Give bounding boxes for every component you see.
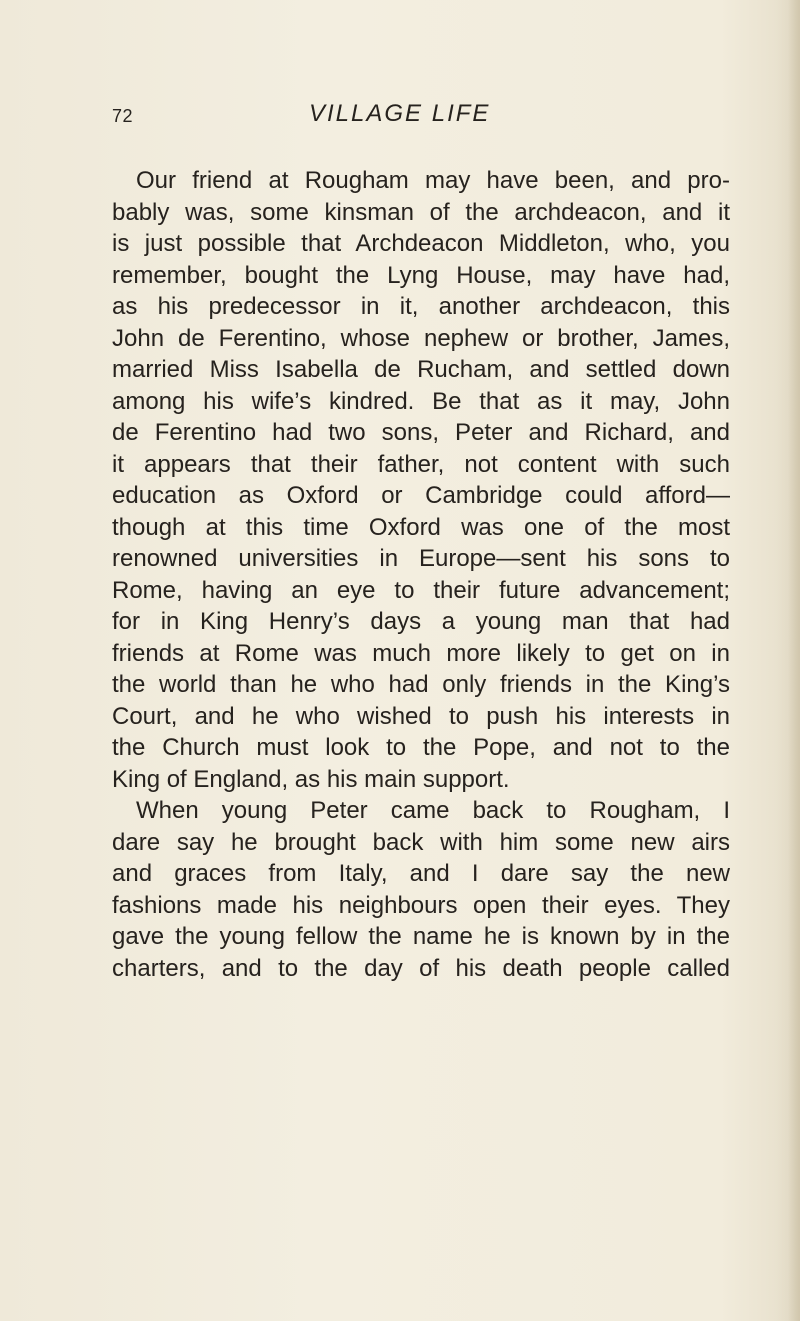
page-header xyxy=(0,94,800,134)
text-line: though at this time Oxford was one of the most xyxy=(112,513,730,541)
text-line: for in King Henry’s days a young man that had xyxy=(112,608,730,635)
text-line: remember, bought the Lyng House, may have had, xyxy=(112,261,730,289)
page-number: 72 xyxy=(112,106,134,126)
text-line: fashions made his neighbours open their eyes. They xyxy=(112,891,730,919)
body-text xyxy=(112,165,730,984)
text-line: de Ferentino had two sons, Peter and Richard, and xyxy=(112,419,730,446)
text-line: education as Oxford or Cambridge could afford— xyxy=(112,482,730,509)
text-line: renowned universities in Europe—sent his sons to xyxy=(112,545,730,572)
text-line: Rome, having an eye to their future advancement; xyxy=(112,576,730,604)
text-line: friends at Rome was much more likely to get on in xyxy=(112,639,730,667)
text-line: and graces from Italy, and I dare say the new xyxy=(112,860,730,887)
text-line: Our friend at Rougham may have been, and pro- xyxy=(136,167,730,194)
text-line: among his wife’s kindred. Be that as it may, John xyxy=(112,387,730,415)
text-line: bably was, some kinsman of the archdeacon, and it xyxy=(112,198,730,226)
text-line: King of England, as his main support. xyxy=(112,765,510,793)
text-line: dare say he brought back with him some new airs xyxy=(112,828,730,856)
text-line: as his predecessor in it, another archdeacon, this xyxy=(112,293,730,320)
text-line: the world than he who had only friends in the King’s xyxy=(112,671,730,698)
text-line: the Church must look to the Pope, and not to the xyxy=(112,734,730,761)
text-line: When young Peter came back to Rougham, I xyxy=(136,797,730,824)
text-line: is just possible that Archdeacon Middleton, who, you xyxy=(112,230,730,257)
page-edge-shadow xyxy=(788,0,800,1321)
text-line: married Miss Isabella de Rucham, and settled down xyxy=(112,356,730,383)
text-line: charters, and to the day of his death people called xyxy=(112,954,730,982)
text-line: gave the young fellow the name he is known by in the xyxy=(112,923,730,950)
text-line: it appears that their father, not content with such xyxy=(112,450,730,478)
text-line: Court, and he who wished to push his interests in xyxy=(112,702,730,730)
text-line: John de Ferentino, whose nephew or brother, James, xyxy=(112,324,730,352)
running-head: VILLAGE LIFE xyxy=(309,100,491,127)
